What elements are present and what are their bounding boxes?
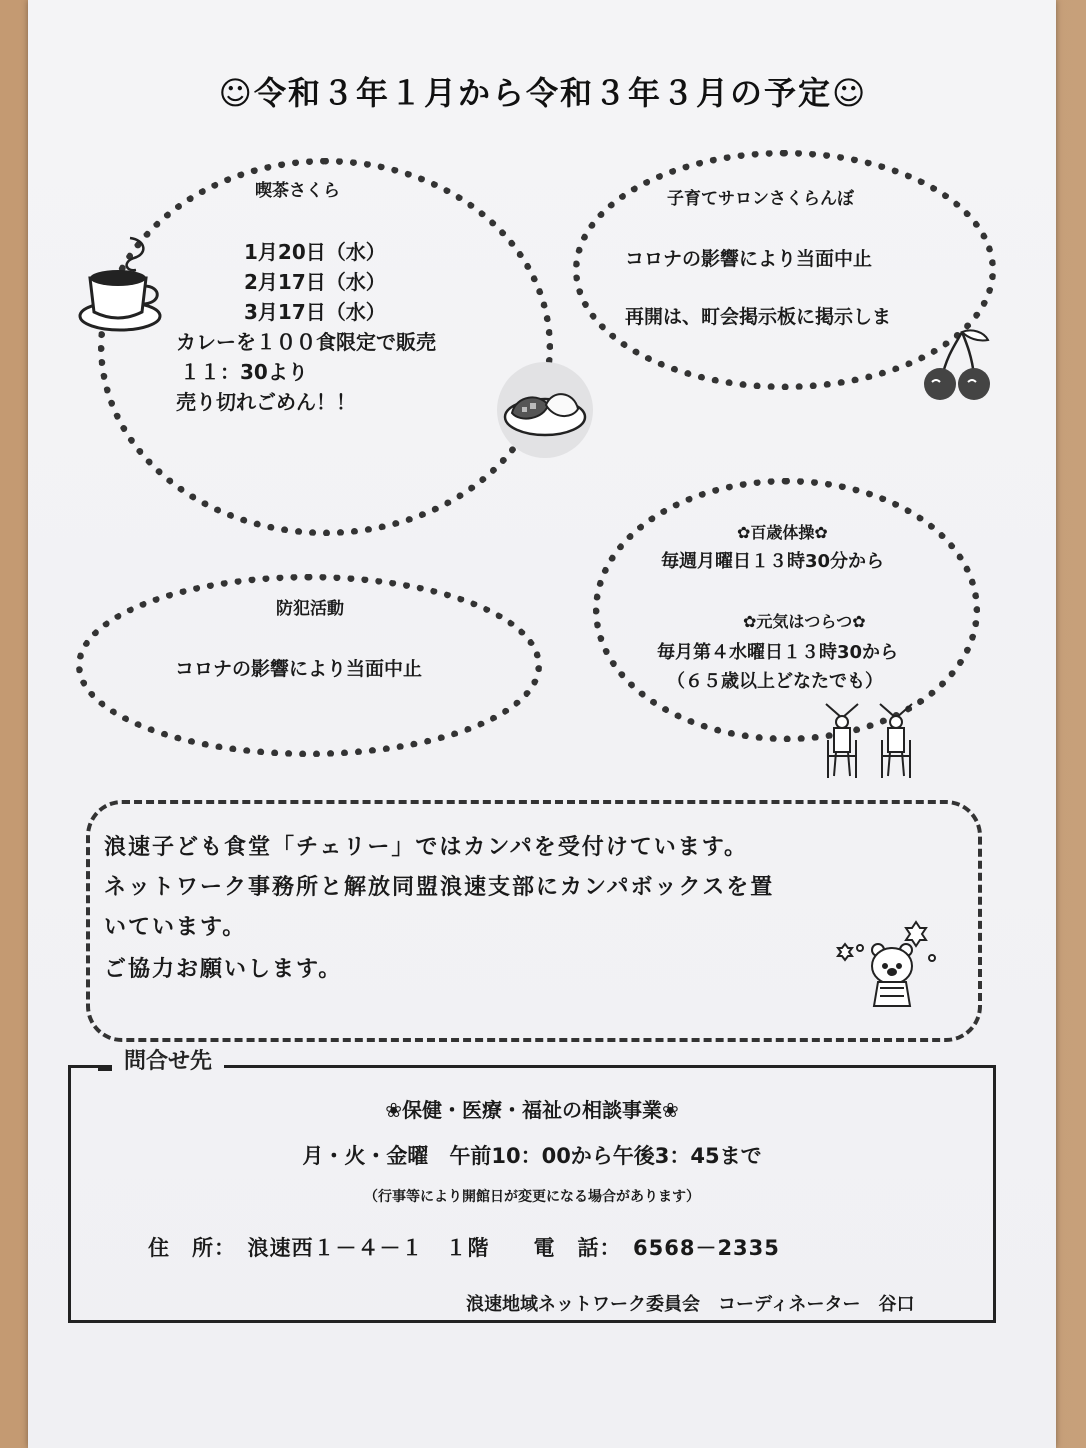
kosodate-heading: 子育てサロンさくらんぼ — [667, 189, 854, 209]
cherries-icon — [922, 326, 994, 404]
kissa-date-3: 3月17日（水） — [244, 300, 386, 324]
kosodate-resume-note: 再開は、町会掲示板に掲示しま — [625, 306, 892, 328]
coffee-cup-icon — [78, 234, 164, 344]
page-title: ☺令和３年１月から令和３年３月の予定☺ — [218, 74, 868, 112]
genki-schedule: 毎月第４水曜日１３時30から — [657, 642, 899, 663]
contact-label: 問合せ先 — [112, 1044, 224, 1075]
kissa-time-line: １１：30より — [180, 360, 308, 384]
bouhan-status: コロナの影響により当面中止 — [175, 658, 423, 680]
office-hours: 月・火・金曜 午前10：00から午後3：45まで — [302, 1144, 762, 1168]
curry-rice-icon — [496, 361, 594, 459]
kissa-soldout-line: 売り切れごめん！！ — [176, 390, 356, 414]
kosodate-status: コロナの影響により当面中止 — [625, 248, 873, 270]
schedule-change-note: （行事等により開館日が変更になる場合があります） — [364, 1189, 700, 1205]
kissa-heading: 喫茶さくら — [255, 181, 340, 201]
notice-line-2: ネットワーク事務所と解放同盟浪速支部にカンパボックスを置 — [104, 875, 775, 900]
notice-line-3: いています。 — [104, 915, 247, 940]
notice-line-1: 浪速子ども食堂「チェリー」ではカンパを受付けています。 — [104, 835, 749, 860]
kissa-date-1: 1月20日（水） — [244, 240, 386, 264]
seated-exercise-people-icon — [818, 700, 930, 784]
hyakusai-schedule: 毎週月曜日１３時30分から — [661, 551, 885, 572]
kissa-date-2: 2月17日（水） — [244, 270, 386, 294]
genki-age-note: （６５歳以上どなたでも） — [667, 671, 883, 692]
kissa-curry-line: カレーを１００食限定で販売 — [176, 330, 436, 354]
notice-line-4: ご協力お願いします。 — [104, 957, 343, 982]
organization-signature: 浪速地域ネットワーク委員会 コーディネーター 谷口 — [466, 1294, 915, 1315]
genki-heading: ✿元気はつらつ✿ — [743, 612, 866, 631]
consultation-service-title: ❀保健・医療・福祉の相談事業❀ — [385, 1098, 679, 1122]
hyakusai-heading: ✿百歳体操✿ — [737, 523, 828, 542]
address-phone-line: 住 所： 浪速西１－４－１ １階 電 話： 6568－2335 — [148, 1236, 780, 1260]
bouhan-heading: 防犯活動 — [276, 599, 344, 619]
bowing-bear-icon — [834, 916, 944, 1010]
